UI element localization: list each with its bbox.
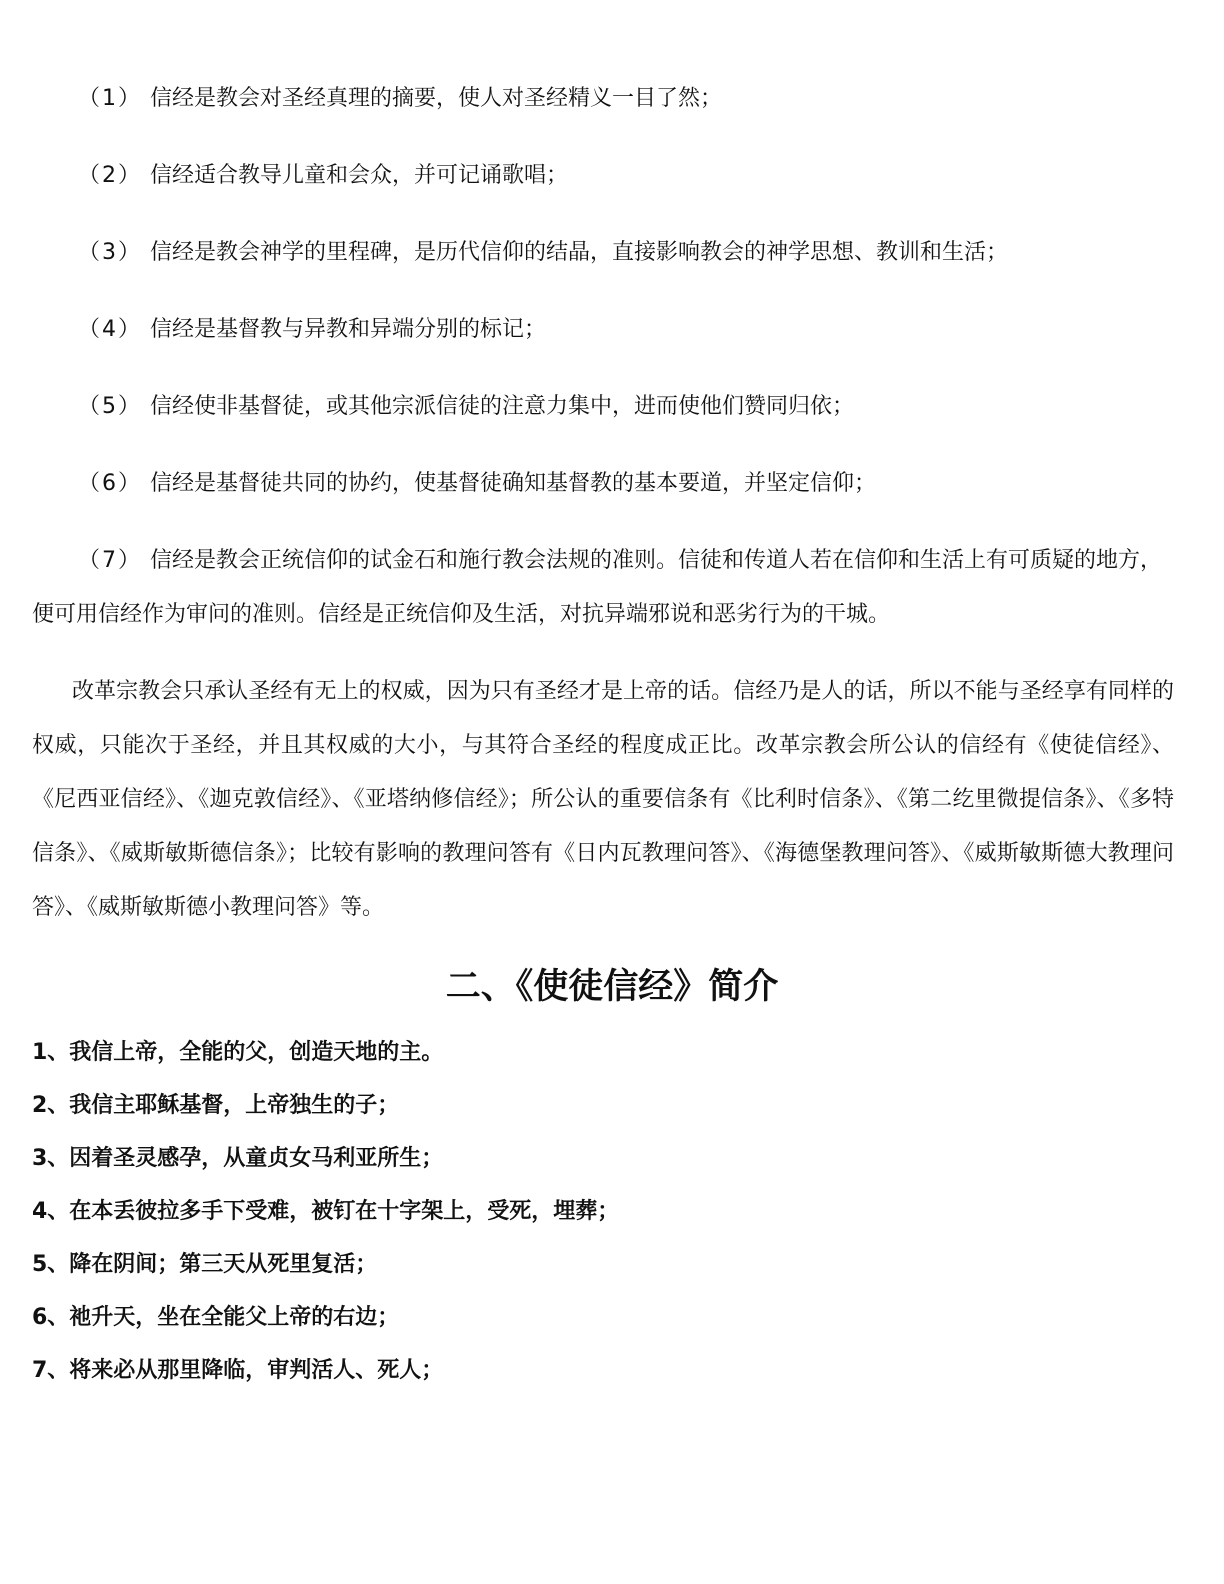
list-item-text: 信经是教会对圣经真理的摘要，使人对圣经精义一目了然； <box>150 86 723 111</box>
list-item <box>32 380 1174 434</box>
list-item-number: （3） <box>78 240 142 265</box>
creed-line: 2、我信主耶稣基督，上帝独生的子； <box>32 1093 400 1118</box>
list-item <box>32 534 1174 642</box>
list-item <box>32 149 1174 203</box>
list-item-number: （7） <box>78 548 142 573</box>
list-item-number: （2） <box>78 163 142 188</box>
list-item-text: 信经使非基督徒，或其他宗派信徒的注意力集中，进而使他们赞同归依； <box>150 394 855 419</box>
creed-line: 7、将来必从那里降临，审判活人、死人； <box>32 1358 444 1383</box>
document-page <box>32 72 1174 935</box>
list-item-text: 信经是教会神学的里程碑，是历代信仰的结晶，直接影响教会的神学思想、教训和生活； <box>150 240 1009 265</box>
list-item <box>32 72 1174 126</box>
creed-line: 1、我信上帝，全能的父，创造天地的主。 <box>32 1040 444 1065</box>
creed-line: 6、祂升天，坐在全能父上帝的右边； <box>32 1305 400 1330</box>
list-item-number: （1） <box>78 86 142 111</box>
list-item-number: （4） <box>78 317 142 342</box>
creed-line: 5、降在阴间；第三天从死里复活； <box>32 1252 378 1277</box>
creed-list <box>32 1026 1174 1397</box>
section-title: 二、《使徒信经》简介 <box>445 967 779 1007</box>
creed-line: 4、在本丢彼拉多手下受难，被钉在十字架上，受死，埋葬； <box>32 1199 620 1224</box>
list-item-text: 信经是教会正统信仰的试金石和施行教会法规的准则。信徒和传道人若在信仰和生活上有可质疑的地方，便可用信经作为审问的准则。信经是正统信仰及生活，对抗异端邪说和恶劣行为的干城。 <box>32 548 1163 627</box>
list-item <box>32 226 1174 280</box>
list-item <box>32 303 1174 357</box>
body-paragraph: 改革宗教会只承认圣经有无上的权威，因为只有圣经才是上帝的话。信经乃是人的话，所以不能与圣经享有同样的权威，只能次于圣经，并且其权威的大小，与其符合圣经的程度成正比。改革宗教会所公认的信经有《使徒信经》、《尼西亚信经》、《迦克敦信经》、《亚塔纳修信经》；所公认的重要信条有《比利时信条》、《第二纥里微提信条》、《多特信条》、《威斯敏斯德信条》；比较有影响的教理问答有《日内瓦教理问答》、《海德堡教理问答》、《威斯敏斯德大教理问答》、《威斯敏斯德小教理问答》等。 <box>32 679 1174 920</box>
list-item-number: （6） <box>78 471 142 496</box>
list-item-text: 信经是基督教与异教和异端分别的标记； <box>150 317 547 342</box>
list-item-text: 信经是基督徒共同的协约，使基督徒确知基督教的基本要道，并坚定信仰； <box>150 471 877 496</box>
creed-line: 3、因着圣灵感孕，从童贞女马利亚所生； <box>32 1146 444 1171</box>
list-item-text: 信经适合教导儿童和会众，并可记诵歌唱； <box>150 163 569 188</box>
list-item <box>32 457 1174 511</box>
list-item-number: （5） <box>78 394 142 419</box>
